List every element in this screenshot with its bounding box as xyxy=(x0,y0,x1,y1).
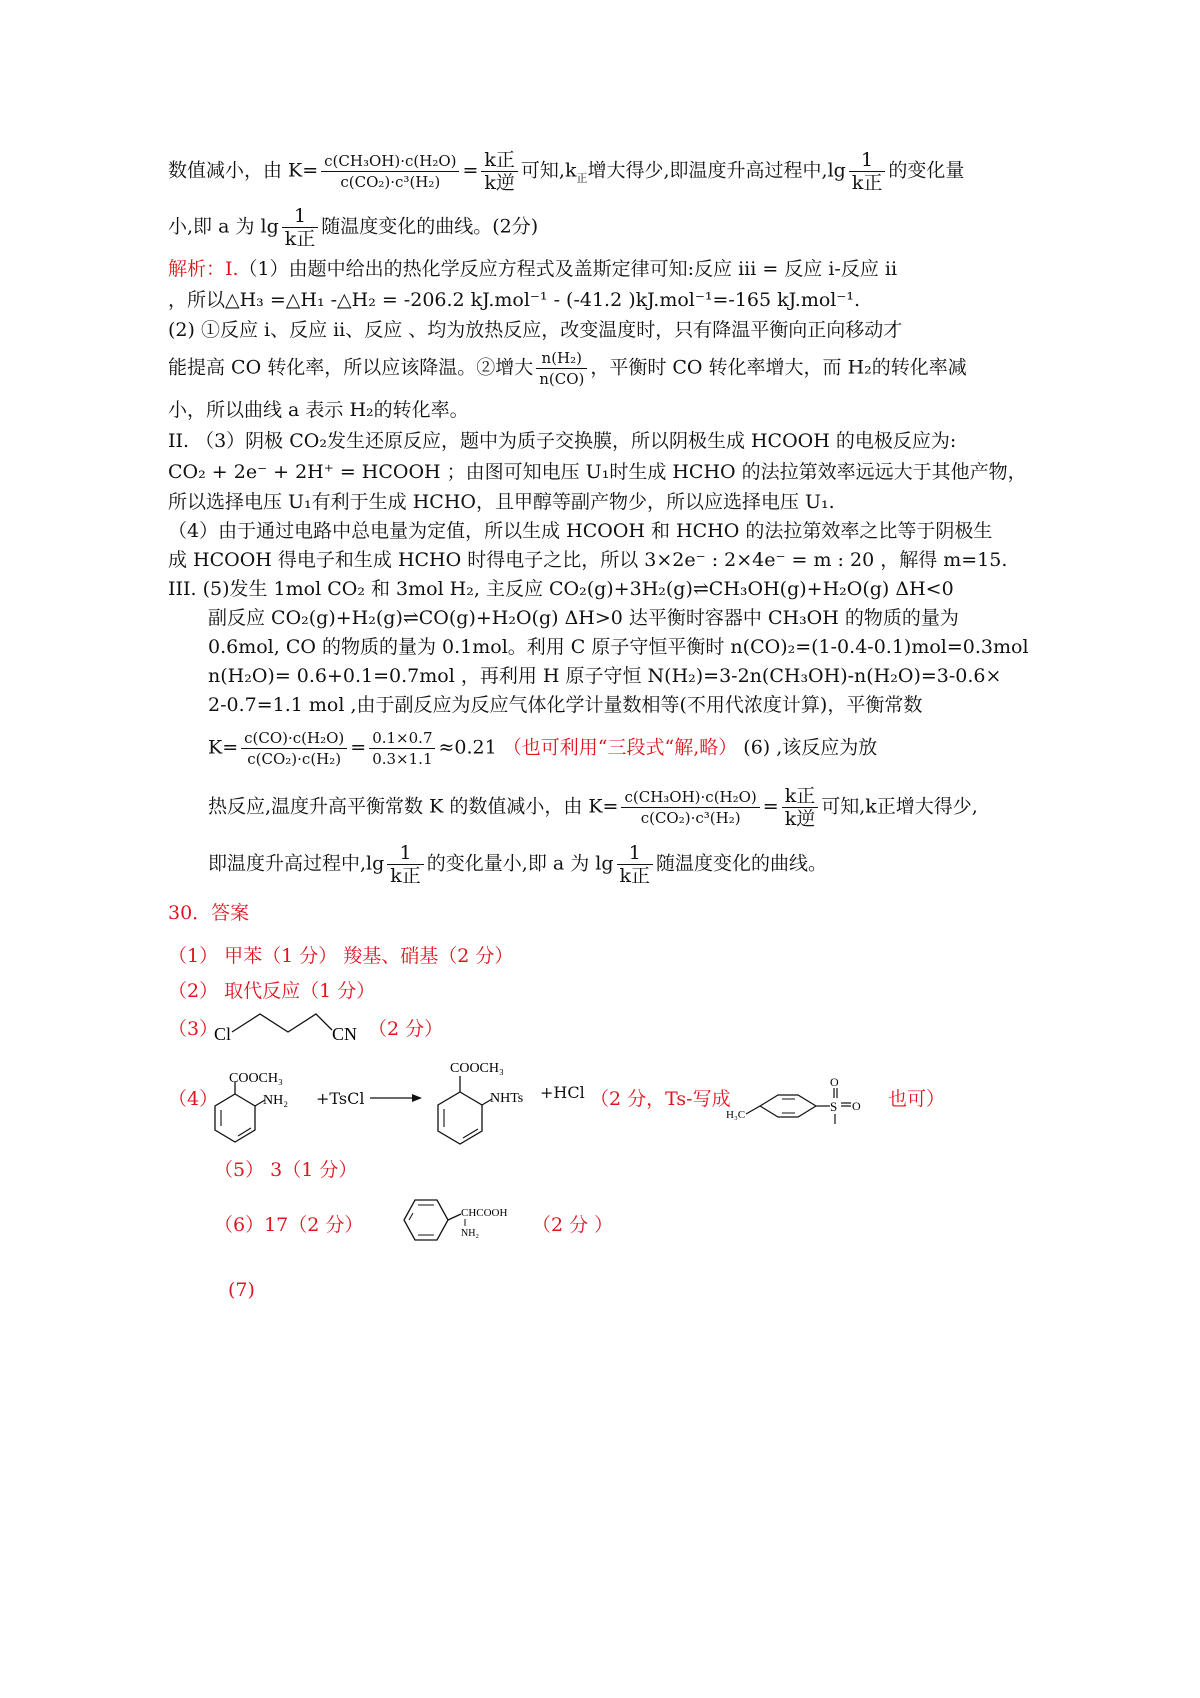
answer-q5: （5） 3（1 分） xyxy=(214,1159,358,1181)
nhts-group: NHTs xyxy=(490,1091,524,1106)
lg-fraction xyxy=(849,149,886,194)
analysis-line-12: 副反应 CO₂(g)+H₂(g)⇌CO(g)+H₂O(g) ΔH>0 达平衡时容器中 CH₃OH 的物质的量为 xyxy=(208,607,959,629)
nitrile-group: CN xyxy=(332,1024,358,1044)
text: 小,即 a 为 lg xyxy=(168,215,279,238)
frac-numerator: 1 xyxy=(849,149,886,172)
answer-q4-note-end: 也可） xyxy=(888,1088,946,1110)
q3-structure xyxy=(210,1004,370,1048)
frac-denominator: c(CO₂)·c(H₂) xyxy=(247,750,342,768)
frac-numerator: n(H₂) xyxy=(536,348,587,369)
text: (6) ,该反应为放 xyxy=(743,736,878,759)
k-expression xyxy=(321,151,459,192)
answer-q2: （2） 取代反应（1 分） xyxy=(168,980,376,1002)
frac-numerator: 0.1×0.7 xyxy=(369,728,435,749)
q6-structure xyxy=(385,1188,525,1260)
analysis-line-18 xyxy=(208,842,827,887)
tosyl-structure xyxy=(722,1068,872,1138)
analysis-line-7: CO₂ + 2e⁻ + 2H⁺ = HCOOH ；由图可知电压 U₁时生成 HCHO 的法拉第效率远远大于其他产物， xyxy=(168,461,1027,483)
text: ，平衡时 CO 转化率增大，而 H₂的转化率减 xyxy=(590,356,967,379)
amine-group: NH₂ xyxy=(263,1093,289,1108)
benzene-ring xyxy=(760,1095,816,1117)
subscript: 正 xyxy=(576,171,588,185)
benzene-ring xyxy=(404,1200,448,1240)
nh2-nco-fraction xyxy=(536,348,587,389)
text: 的变化量小,即 a 为 lg xyxy=(426,852,614,875)
k-ratio xyxy=(782,785,819,830)
text: = xyxy=(350,736,367,759)
frac-numerator: 1 xyxy=(617,842,654,865)
analysis-line-10: 成 HCOOH 得电子和生成 HCHO 时得电子之比，所以 3×2e⁻ : 2×4e⁻ = m : 20 ，解得 m=15. xyxy=(168,549,1008,571)
text: 即温度升高过程中,lg xyxy=(208,852,385,875)
chlorine-atom: Cl xyxy=(214,1024,232,1044)
analysis-line-17: 热反应,温度升高平衡常数 K 的数值减小，由 K= $\frac{\text{c(CH₃OH)·c(H₂O)}}{\text{c(CO₂)·c³(H₂)}}$ = $\frac{\text{k正}}{\text{k逆}}$ 可知,k正增大得少, xyxy=(208,785,978,830)
conclusion-line-1: 数值减小，由 K= $\frac{\text{c(CH₃OH)·c(H₂O)}}{\text{c(CO₂)·c³(H₂)}}$ = $\frac{\text{k正}}{\text{k逆}}$ 可知$,k_正$增大得少,即温度升高过程中,lg $\frac{1}{\text{k正}}$ 的变化量 xyxy=(168,149,965,194)
text: 可知,k xyxy=(520,159,577,182)
amine-group: NH₂ xyxy=(461,1228,479,1239)
k-ratio xyxy=(481,149,518,194)
carboxyl-group: CHCOOH xyxy=(461,1207,508,1219)
methyl-group: H₃C xyxy=(726,1109,746,1121)
lg-fraction xyxy=(387,842,424,887)
frac-denominator: c(CO₂)·c³(H₂) xyxy=(340,173,441,191)
text: 的变化量 xyxy=(888,159,965,182)
text: 能提高 CO 转化率，所以应该降温。②增大 xyxy=(168,356,534,379)
reaction-arrow xyxy=(368,1090,424,1106)
conclusion-line-2 xyxy=(168,205,538,250)
text: 随温度变化的曲线。 xyxy=(656,852,828,875)
text: 数值减小，由 K= xyxy=(168,159,319,182)
benzene-ring xyxy=(438,1092,482,1144)
text: ≈0.21 xyxy=(438,736,497,759)
lg-fraction xyxy=(282,205,319,250)
frac-denominator: k正 xyxy=(619,865,651,887)
frac-denominator: k正 xyxy=(851,172,883,194)
analysis-line-9: （4）由于通过电路中总电量为定值，所以生成 HCOOH 和 HCHO 的法拉第效率之比等于阴极生 xyxy=(168,520,993,542)
ester-group: COOCH₃ xyxy=(229,1071,283,1086)
answer-q6: （6）17（2 分） xyxy=(214,1214,364,1236)
text: K= xyxy=(208,736,239,759)
oxygen-atom: O xyxy=(852,1099,861,1113)
carbon-chain xyxy=(232,1014,332,1032)
text: 增大得少,即温度升高过程中,lg xyxy=(587,159,846,182)
text: （1）由题中给出的热化学反应方程式及盖斯定律可知:反应 iii = 反应 i-反应 ii xyxy=(238,258,898,280)
frac-denominator: k逆 xyxy=(784,808,816,830)
analysis-line-5: 小，所以曲线 a 表示 H₂的转化率。 xyxy=(168,399,469,421)
plus-hcl: +HCl xyxy=(540,1083,585,1102)
analysis-line-2: ，所以△H₃ =△H₁ -△H₂ = -206.2 kJ.mol⁻¹ - (-41.2 )kJ.mol⁻¹=-165 kJ.mol⁻¹. xyxy=(168,289,861,311)
methyl-anthranilate-structure xyxy=(205,1068,315,1148)
text: 热反应,温度升高平衡常数 K 的数值减小，由 K= xyxy=(208,795,619,818)
k-numeric-fraction xyxy=(369,728,435,769)
analysis-line-16 xyxy=(208,728,877,769)
answer-q4-label: （4） xyxy=(168,1088,219,1110)
ester-group: COOCH₃ xyxy=(450,1061,504,1076)
analysis-line-15: 2-0.7=1.1 mol ,由于副反应为反应气体化学计量数相等(不用代浓度计算)，平衡常数 xyxy=(208,694,923,716)
frac-numerator: c(CH₃OH)·c(H₂O) xyxy=(321,151,459,172)
frac-denominator: k正 xyxy=(284,228,316,250)
answer-q6-score: （2 分 ） xyxy=(532,1214,614,1236)
analysis-line-6: II. （3）阴极 CO₂发生还原反应，题中为质子交换膜，所以阴极生成 HCOOH 的电极反应为: xyxy=(168,430,957,452)
frac-denominator: c(CO₂)·c³(H₂) xyxy=(640,809,741,827)
frac-denominator: k逆 xyxy=(484,172,515,194)
red-note: （也可利用“三段式“解,略） xyxy=(502,736,738,759)
text: 可知,k正增大得少, xyxy=(821,795,978,818)
sulfur-atom: S xyxy=(830,1099,838,1114)
frac-denominator: k正 xyxy=(390,865,421,887)
analysis-line-1 xyxy=(168,256,897,282)
k-expression xyxy=(241,728,347,769)
frac-numerator: c(CO)·c(H₂O) xyxy=(241,728,347,749)
frac-denominator: n(CO) xyxy=(539,370,585,388)
analysis-line-11: III. (5)发生 1mol CO₂ 和 3mol H₂, 主反应 CO₂(g)+3H₂(g)⇌CH₃OH(g)+H₂O(g) ΔH<0 xyxy=(168,578,954,600)
answer-title: 30．答案 xyxy=(168,902,250,924)
frac-numerator: k正 xyxy=(481,149,518,172)
text: 随温度变化的曲线。(2分) xyxy=(321,215,539,238)
answer-q1: （1） 甲苯（1 分） 羧基、硝基（2 分） xyxy=(168,945,514,967)
frac-numerator: k正 xyxy=(782,785,819,808)
frac-numerator: c(CH₃OH)·c(H₂O) xyxy=(621,787,759,808)
analysis-line-3: (2) ①反应 i、反应 ii、反应 、均为放热反应，改变温度时，只有降温平衡向正向移动才 xyxy=(168,319,903,341)
frac-numerator: 1 xyxy=(282,205,319,228)
analysis-line-14: n(H₂O)= 0.6+0.1=0.7mol ，再利用 H 原子守恒 N(H₂)=3-2n(CH₃OH)-n(H₂O)=3-0.6× xyxy=(208,665,1002,687)
answer-q3-score: （2 分） xyxy=(368,1018,444,1040)
analysis-line-13: 0.6mol, CO 的物质的量为 0.1mol。利用 C 原子守恒平衡时 n(CO)₂=(1-0.4-0.1)mol=0.3mol xyxy=(208,636,1029,658)
analysis-line-4 xyxy=(168,348,967,389)
answer-q7: (7) xyxy=(228,1279,255,1301)
k-expression xyxy=(621,787,759,828)
frac-denominator: 0.3×1.1 xyxy=(372,750,433,768)
analysis-label: 解析：I. xyxy=(168,258,239,280)
ts-product-structure xyxy=(430,1052,540,1148)
analysis-line-8: 所以选择电压 U₁有利于生成 HCHO，且甲醇等副产物少，所以应选择电压 U₁. xyxy=(168,491,835,513)
plus-tscl: +TsCl xyxy=(316,1089,365,1108)
answer-q4-note: （2 分，Ts-写成 xyxy=(590,1088,731,1110)
oxygen-atom: O xyxy=(830,1075,839,1089)
lg-fraction xyxy=(617,842,654,887)
frac-numerator: 1 xyxy=(387,842,424,865)
answer-q3-label: （3） xyxy=(168,1018,219,1040)
